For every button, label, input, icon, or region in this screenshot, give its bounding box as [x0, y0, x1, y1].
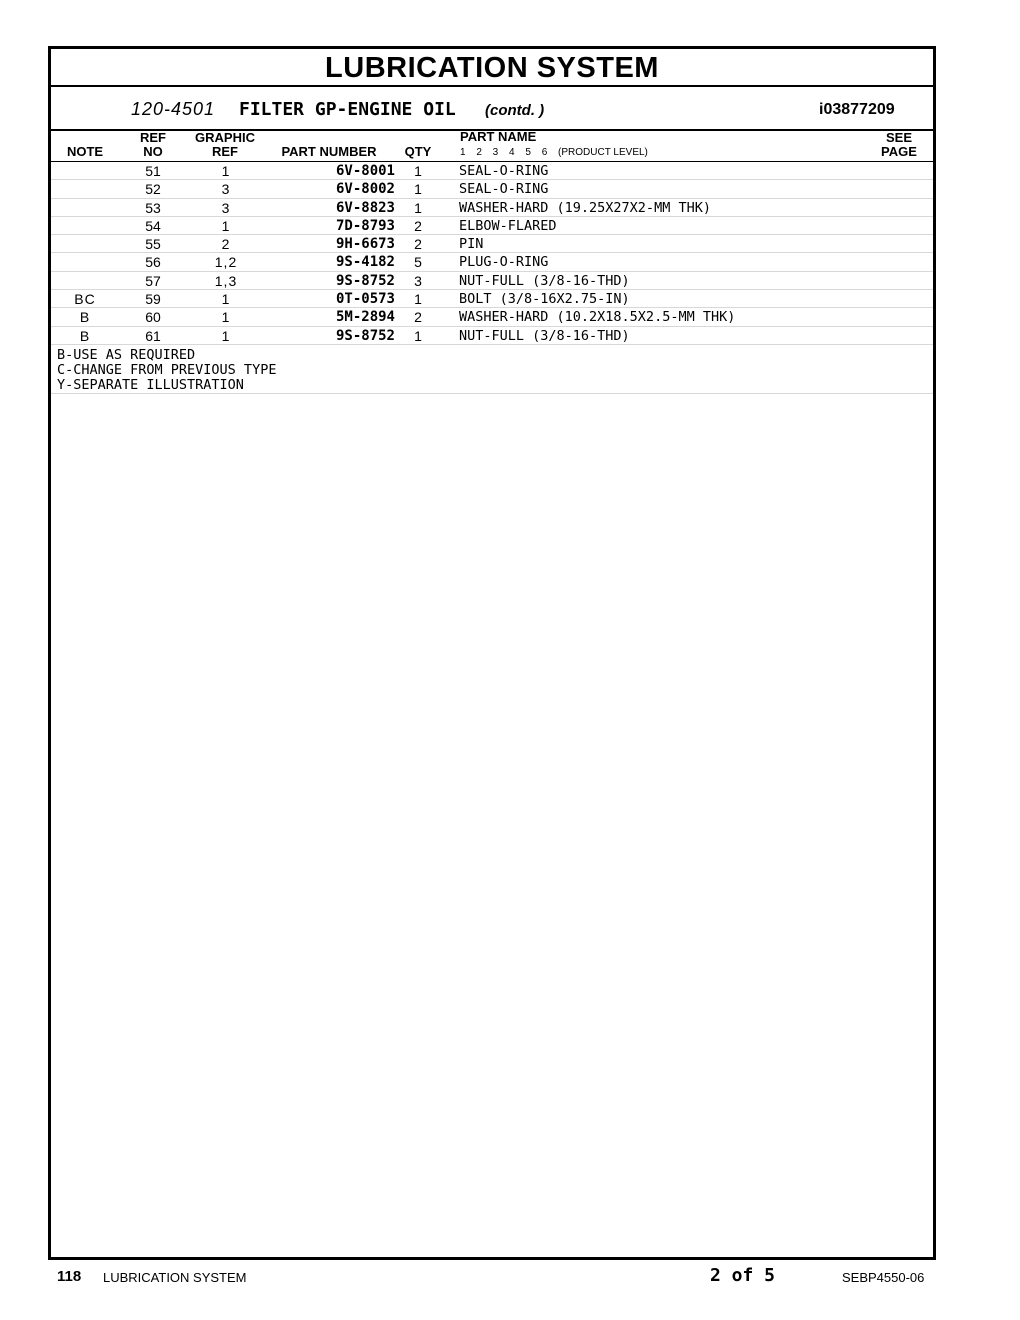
- group-header: [51, 87, 933, 131]
- table-row: [51, 180, 933, 198]
- part-number-cell: 6V-8001: [335, 163, 395, 179]
- graphic-ref-cell: 3: [221, 199, 231, 216]
- parts-table: [51, 162, 933, 345]
- part-name-cell: WASHER-HARD (10.2X18.5X2.5-MM THK): [459, 309, 736, 326]
- header-note: NOTE: [66, 144, 104, 159]
- group-contd: (contd. ): [485, 102, 545, 119]
- part-name-cell: BOLT (3/8-16X2.75-IN): [459, 291, 630, 308]
- header-ref-bottom: NO: [143, 144, 163, 159]
- table-row: [51, 253, 933, 271]
- qty-cell: 3: [414, 272, 422, 289]
- product-level-numbers: 1 2 3 4 5 6: [460, 147, 548, 158]
- qty-cell: 5: [414, 254, 422, 271]
- header-qty: QTY: [404, 144, 432, 159]
- ref-cell: 52: [145, 181, 161, 198]
- part-number-cell: 7D-8793: [335, 217, 395, 234]
- qty-cell: 1: [414, 291, 422, 308]
- table-row: [51, 235, 933, 253]
- graphic-ref-cell: 3: [221, 181, 231, 198]
- footer-page-number: 118: [57, 1268, 82, 1285]
- qty-cell: 1: [414, 163, 422, 179]
- part-number-cell: 6V-8002: [335, 181, 395, 198]
- ref-cell: 60: [145, 309, 161, 326]
- qty-cell: 1: [414, 199, 422, 216]
- header-see-top: SEE: [885, 130, 912, 145]
- part-name-cell: ELBOW-FLARED: [459, 217, 557, 234]
- qty-cell: 2: [414, 236, 422, 253]
- product-level-label: (PRODUCT LEVEL): [558, 147, 648, 158]
- graphic-ref-cell: 2: [221, 236, 231, 253]
- header-part-name: PART NAME: [460, 129, 537, 144]
- notes-legend: [57, 348, 933, 393]
- header-ref-top: REF: [140, 130, 166, 145]
- part-number-cell: 9S-8752: [335, 272, 395, 289]
- footer-page-of: 2 of 5: [710, 1265, 776, 1286]
- part-name-cell: SEAL-O-RING: [459, 163, 549, 179]
- note-cell: BC: [74, 291, 96, 308]
- group-id: i03877209: [819, 101, 895, 118]
- table-row: [51, 217, 933, 235]
- table-row: [51, 199, 933, 217]
- part-number-cell: 0T-0573: [335, 291, 395, 308]
- note-line: B-USE AS REQUIRED: [57, 347, 196, 363]
- part-number-cell: 9S-4182: [335, 254, 395, 271]
- table-row: [51, 272, 933, 290]
- graphic-ref-cell: 1: [221, 309, 231, 326]
- graphic-ref-cell: 1: [221, 217, 231, 234]
- table-row: [51, 162, 933, 180]
- ref-cell: 56: [145, 254, 161, 271]
- note-line: Y-SEPARATE ILLUSTRATION: [57, 377, 244, 393]
- part-number-cell: 6V-8823: [335, 199, 395, 216]
- ref-cell: 59: [145, 291, 161, 308]
- note-line: C-CHANGE FROM PREVIOUS TYPE: [57, 362, 277, 378]
- note-cell: B: [79, 309, 91, 326]
- part-name-cell: NUT-FULL (3/8-16-THD): [459, 272, 630, 289]
- table-row: [51, 327, 933, 345]
- qty-cell: 2: [414, 217, 422, 234]
- part-number-cell: 5M-2894: [335, 309, 395, 326]
- footer-section-title: LUBRICATION SYSTEM: [103, 1270, 247, 1285]
- graphic-ref-cell: 1: [221, 163, 231, 179]
- table-row: [51, 290, 933, 308]
- notes-divider: [51, 393, 933, 394]
- graphic-ref-cell: 1: [221, 327, 231, 344]
- group-name: FILTER GP-ENGINE OIL: [239, 99, 456, 120]
- table-row: [51, 308, 933, 326]
- qty-cell: 1: [414, 327, 422, 344]
- header-graphic-top: GRAPHIC: [195, 130, 255, 145]
- part-name-cell: SEAL-O-RING: [459, 181, 549, 198]
- graphic-ref-cell: 1,3: [214, 272, 238, 289]
- part-number-cell: 9H-6673: [335, 236, 395, 253]
- header-see-bottom: PAGE: [881, 144, 917, 159]
- ref-cell: 51: [145, 163, 161, 179]
- part-name-cell: PIN: [459, 236, 484, 253]
- footer-document-number: SEBP4550-06: [842, 1270, 925, 1285]
- graphic-ref-cell: 1,2: [214, 254, 238, 271]
- header-part-number: PART NUMBER: [281, 144, 377, 159]
- part-name-cell: NUT-FULL (3/8-16-THD): [459, 327, 630, 344]
- page-title: LUBRICATION SYSTEM: [51, 49, 933, 87]
- ref-cell: 53: [145, 199, 161, 216]
- qty-cell: 1: [414, 181, 422, 198]
- group-number: 120-4501: [131, 99, 216, 119]
- part-name-cell: PLUG-O-RING: [459, 254, 549, 271]
- ref-cell: 54: [145, 217, 161, 234]
- graphic-ref-cell: 1: [221, 291, 231, 308]
- page-frame: [48, 46, 936, 1260]
- part-number-cell: 9S-8752: [335, 327, 395, 344]
- qty-cell: 2: [414, 309, 422, 326]
- ref-cell: 61: [145, 327, 161, 344]
- note-cell: B: [79, 327, 91, 344]
- header-graphic-bottom: REF: [212, 144, 238, 159]
- part-name-cell: WASHER-HARD (19.25X27X2-MM THK): [459, 199, 711, 216]
- header-product-levels: [460, 147, 648, 158]
- ref-cell: 57: [145, 272, 161, 289]
- ref-cell: 55: [145, 236, 161, 253]
